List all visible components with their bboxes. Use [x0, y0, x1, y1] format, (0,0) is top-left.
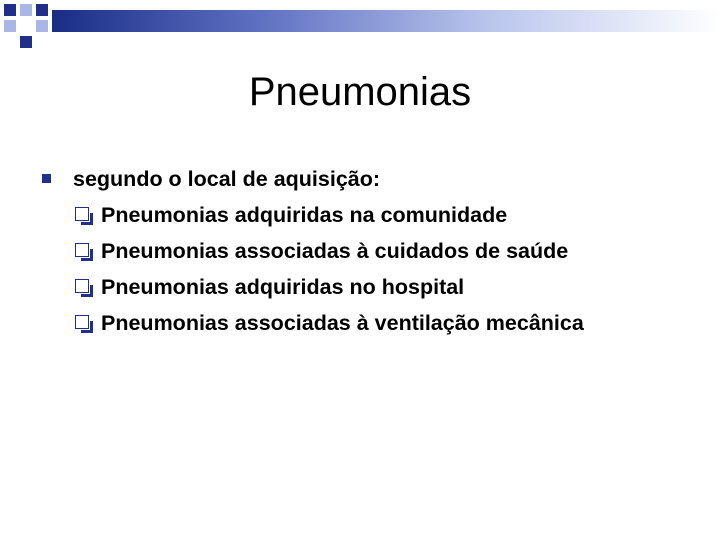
- sub-bullet-item: [73, 308, 702, 338]
- sub-bullet-item: [73, 272, 702, 302]
- header-gradient-band: [52, 10, 720, 32]
- box-bullet-icon: [75, 279, 89, 293]
- slide-title: Pneumonias: [248, 70, 472, 114]
- sub-bullet-item: [73, 236, 702, 266]
- decor-square: [4, 20, 16, 32]
- decor-square: [20, 36, 32, 48]
- box-bullet-icon: [75, 243, 89, 257]
- decor-square: [36, 20, 48, 32]
- bullet-text: segundo o local de aquisição:: [73, 167, 381, 191]
- box-bullet-icon: [75, 315, 89, 329]
- sub-bullet-text: Pneumonias associadas à ventilação mecânica: [101, 311, 584, 335]
- decor-square: [20, 4, 32, 16]
- sub-bullet-text: Pneumonias adquiridas na comunidade: [101, 203, 508, 227]
- sub-bullet-item: [73, 200, 702, 230]
- sub-bullet-list: [42, 200, 702, 338]
- square-bullet-icon: [42, 174, 51, 183]
- box-bullet-icon: [75, 207, 89, 221]
- decor-square: [36, 4, 48, 16]
- sub-bullet-text: Pneumonias adquiridas no hospital: [101, 275, 465, 299]
- decor-square: [4, 4, 16, 16]
- bullet-item: [42, 164, 702, 194]
- sub-bullet-text: Pneumonias associadas à cuidados de saúde: [101, 239, 569, 263]
- slide-content: [42, 164, 702, 344]
